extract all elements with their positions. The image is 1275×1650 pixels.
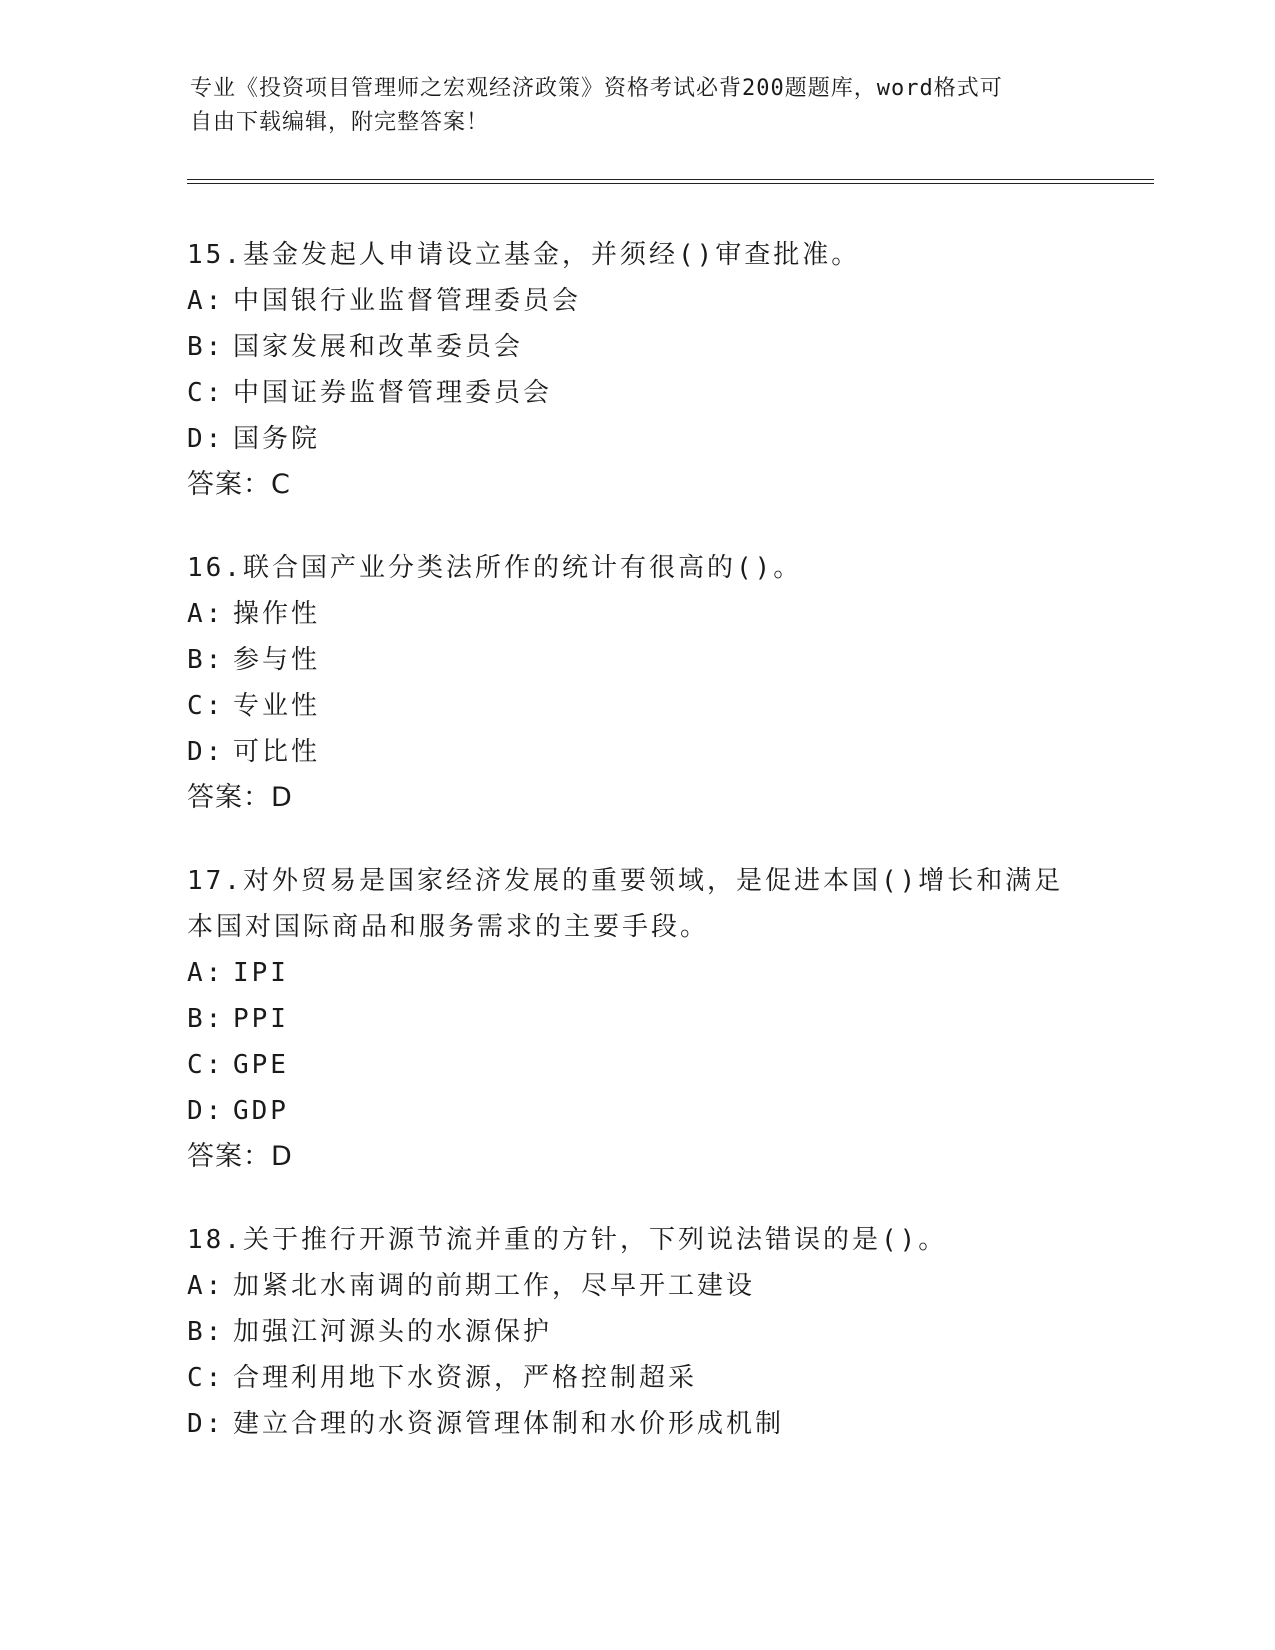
option-letter: D: [187,1409,225,1439]
option-b [187,996,1087,1042]
option-text: 加紧北水南调的前期工作，尽早开工建设 [233,1271,756,1301]
answer-line: 答案：D [187,1141,293,1172]
option-letter: C: [187,691,225,721]
question-15 [187,232,1087,508]
option-letter: B: [187,1004,225,1034]
option-text: 中国银行业监督管理委员会 [233,286,582,316]
header-divider-bottom [187,183,1154,184]
question-16 [187,545,1087,821]
option-letter: D: [187,424,225,454]
option-text: PPI [233,1004,289,1034]
option-letter: A: [187,286,225,316]
option-text: 合理利用地下水资源，严格控制超采 [233,1363,698,1393]
document-header [190,72,1090,140]
option-text: 国家发展和改革委员会 [233,332,524,362]
option-a [187,1263,1087,1309]
option-text: 参与性 [233,645,321,675]
header-divider-top [187,179,1154,180]
question-18 [187,1217,1087,1447]
option-c [187,370,1087,416]
option-letter: D: [187,1096,225,1126]
option-text: 专业性 [233,691,321,721]
question-stem: 15.基金发起人申请设立基金，并须经()审查批准。 [187,240,861,270]
option-text: 可比性 [233,737,321,767]
question-stem: 18.关于推行开源节流并重的方针，下列说法错误的是()。 [187,1225,948,1255]
option-d [187,416,1087,462]
answer-line: 答案：D [187,782,293,813]
option-letter: B: [187,332,225,362]
option-a [187,278,1087,324]
option-text: GDP [233,1096,289,1126]
option-letter: C: [187,378,225,408]
option-d [187,1088,1087,1134]
option-d [187,1401,1087,1447]
option-d [187,729,1087,775]
question-17 [187,858,1087,1180]
answer-line: 答案：C [187,469,291,500]
option-b [187,1309,1087,1355]
option-c [187,683,1087,729]
option-letter: B: [187,645,225,675]
option-text: 建立合理的水资源管理体制和水价形成机制 [233,1409,785,1439]
option-letter: C: [187,1363,225,1393]
option-text: 中国证券监督管理委员会 [233,378,553,408]
option-letter: B: [187,1317,225,1347]
option-text: 加强江河源头的水源保护 [233,1317,553,1347]
question-list [187,232,1087,1484]
option-c [187,1042,1087,1088]
option-text: 操作性 [233,599,321,629]
option-letter: A: [187,599,225,629]
option-text: GPE [233,1050,289,1080]
option-text: IPI [233,958,289,988]
option-letter: A: [187,958,225,988]
option-b [187,324,1087,370]
question-stem: 17.对外贸易是国家经济发展的重要领域，是促进本国()增长和满足本国对国际商品和服务需求的主要手段。 [187,866,1064,942]
option-letter: D: [187,737,225,767]
option-letter: C: [187,1050,225,1080]
option-c [187,1355,1087,1401]
option-a [187,591,1087,637]
header-title-line-1: 专业《投资项目管理师之宏观经济政策》资格考试必背200题题库，word格式可 [190,76,1003,101]
option-a [187,950,1087,996]
option-text: 国务院 [233,424,321,454]
question-stem: 16.联合国产业分类法所作的统计有很高的()。 [187,553,803,583]
option-letter: A: [187,1271,225,1301]
header-title-line-2: 自由下载编辑，附完整答案！ [190,110,490,135]
option-b [187,637,1087,683]
